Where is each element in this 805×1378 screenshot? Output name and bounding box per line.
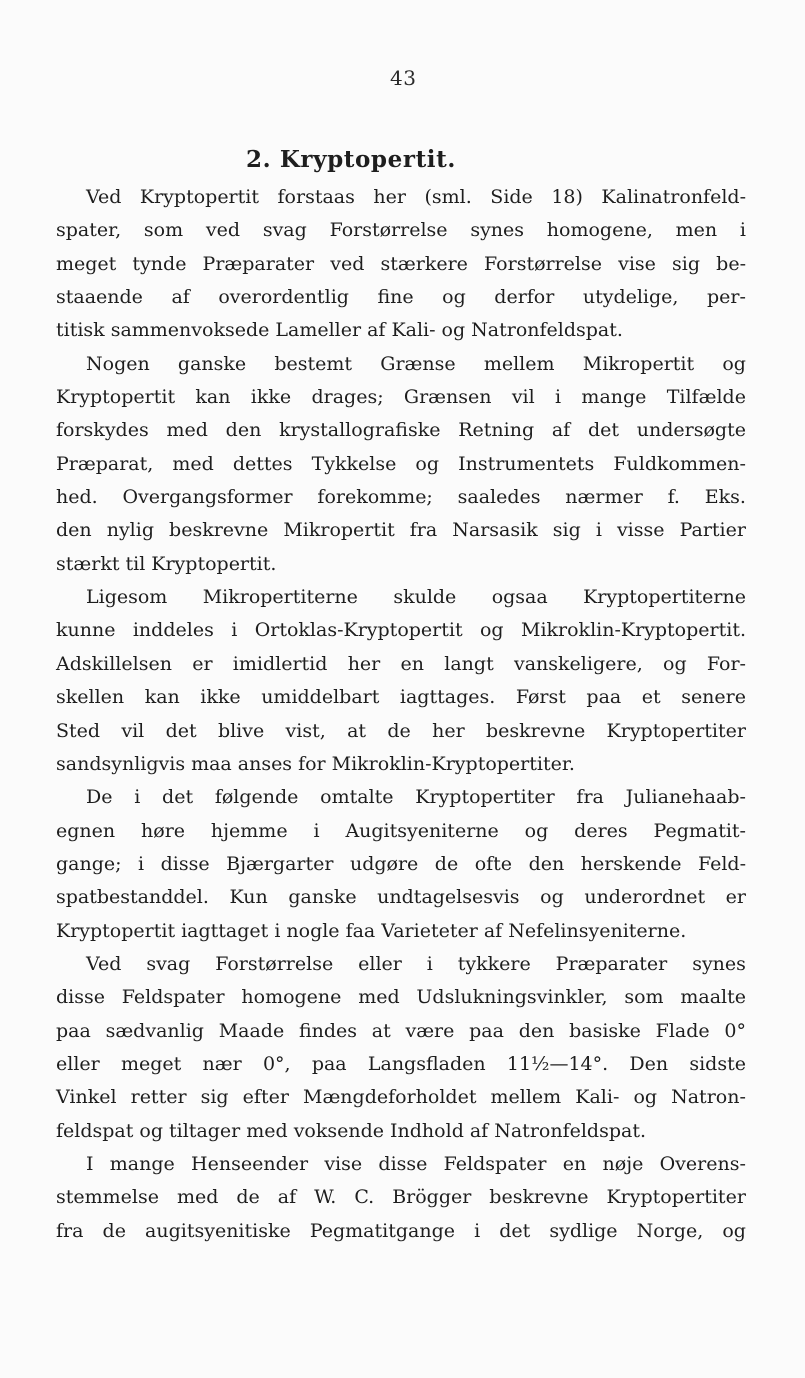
text-line: sandsynligvis maa anses for Mikroklin-Kryptopertiter. bbox=[56, 752, 575, 775]
text-line: kunne inddeles i Ortoklas-Kryptopertit og Mikroklin-Kryptopertit. bbox=[56, 619, 746, 642]
text-line: Kryptopertit iagttaget i nogle faa Varieteter af Nefelinsyeniterne. bbox=[56, 919, 687, 942]
text-line: den nylig beskrevne Mikropertit fra Narsasik sig i visse Partier bbox=[56, 519, 746, 542]
text-line: Ved Kryptopertit forstaas her (sml. Side 18) Kalinatronfeld- bbox=[86, 186, 746, 208]
text-line: meget tynde Præparater ved stærkere Forstørrelse vise sig be- bbox=[56, 252, 746, 275]
text-line: paa sædvanlig Maade findes at være paa den basiske Flade 0° bbox=[56, 1019, 746, 1042]
text-line: Ligesom Mikropertiterne skulde ogsaa Kryptopertiterne bbox=[86, 586, 746, 609]
text-line: forskydes med den krystallografiske Retning af det undersøgte bbox=[56, 419, 746, 442]
text-line: De i det følgende omtalte Kryptopertiter fra Julianehaab- bbox=[86, 786, 746, 809]
section-heading: 2. Kryptopertit. bbox=[246, 146, 456, 173]
text-line: titisk sammenvoksede Lameller af Kali- og Natronfeldspat. bbox=[56, 319, 623, 342]
text-line: gange; i disse Bjærgarter udgøre de ofte den herskende Feld- bbox=[56, 852, 746, 875]
text-line: eller meget nær 0°, paa Langsfladen 11½—14°. Den sidste bbox=[56, 1052, 746, 1075]
text-line: egnen høre hjemme i Augitsyeniterne og deres Pegmatit- bbox=[56, 819, 746, 842]
text-line: Ved svag Forstørrelse eller i tykkere Præparater synes bbox=[86, 952, 746, 975]
text-line: staaende af overordentlig fine og derfor utydelige, per- bbox=[56, 286, 746, 309]
text-line: spatbestanddel. Kun ganske undtagelsesvis og underordnet er bbox=[56, 886, 746, 909]
text-line: Nogen ganske bestemt Grænse mellem Mikropertit og bbox=[86, 352, 746, 375]
text-line: skellen kan ikke umiddelbart iagttages. Først paa et senere bbox=[56, 686, 746, 709]
text-line: spater, som ved svag Forstørrelse synes homogene, men i bbox=[56, 219, 746, 242]
text-line: I mange Henseender vise disse Feldspater en nøje Overens- bbox=[86, 1152, 746, 1175]
text-line: Sted vil det blive vist, at de her beskrevne Kryptopertiter bbox=[56, 719, 746, 742]
text-line: feldspat og tiltager med voksende Indhold af Natronfeldspat. bbox=[56, 1119, 647, 1142]
text-line: stemmelse med de af W. C. Brögger beskrevne Kryptopertiter bbox=[56, 1186, 746, 1209]
text-line: stærkt til Kryptopertit. bbox=[56, 552, 277, 575]
page-number: 43 bbox=[390, 66, 417, 90]
text-line: fra de augitsyenitiske Pegmatitgange i det sydlige Norge, og bbox=[56, 1219, 746, 1242]
body-text bbox=[56, 181, 746, 1248]
text-line: disse Feldspater homogene med Udslukningsvinkler, som maalte bbox=[56, 986, 746, 1009]
text-line: Vinkel retter sig efter Mængdeforholdet mellem Kali- og Natron- bbox=[56, 1086, 746, 1109]
text-line: Adskillelsen er imidlertid her en langt vanskeligere, og For- bbox=[56, 652, 746, 675]
text-line: Kryptopertit kan ikke drages; Grænsen vil i mange Tilfælde bbox=[56, 386, 746, 409]
text-line: hed. Overgangsformer forekomme; saaledes nærmer f. Eks. bbox=[56, 486, 746, 509]
text-line: Præparat, med dettes Tykkelse og Instrumentets Fuldkommen- bbox=[56, 452, 746, 475]
